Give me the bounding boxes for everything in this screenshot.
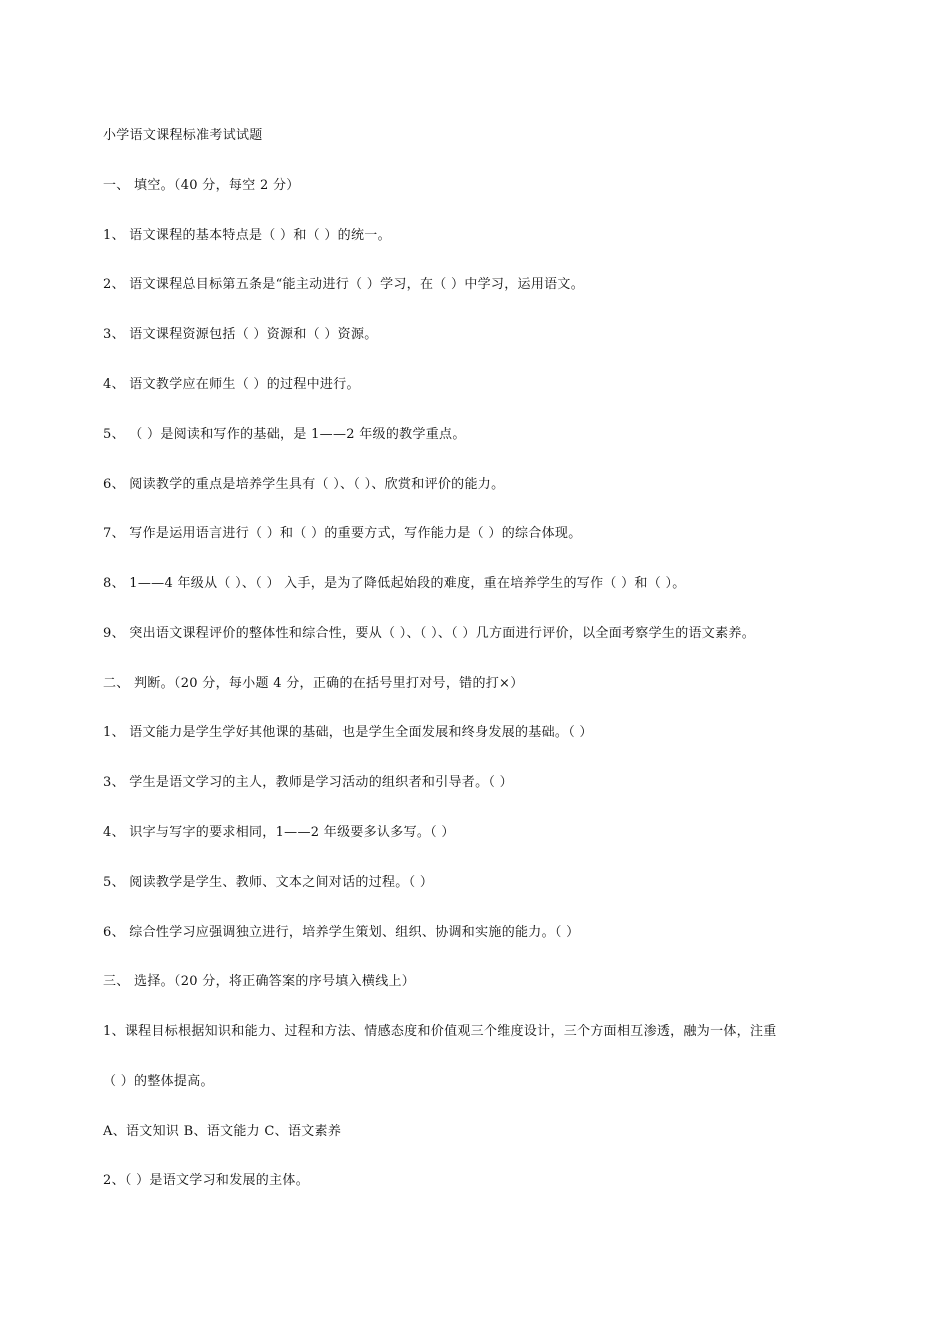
judgment-question-3: 3、 学生是语文学习的主人，教师是学习活动的组织者和引导者。（ ） — [103, 775, 513, 790]
fill-blank-question-1: 1、 语文课程的基本特点是（ ）和（ ）的统一。 — [103, 228, 391, 243]
choice-question-2: 2、（ ）是语文学习和发展的主体。 — [103, 1173, 310, 1188]
fill-blank-question-5: 5、 （ ）是阅读和写作的基础，是 1——2 年级的教学重点。 — [103, 427, 466, 442]
choice-question-1-line-1: 1、课程目标根据知识和能力、过程和方法、情感态度和价值观三个维度设计，三个方面相互渗透，融为一体，注重 — [103, 1024, 777, 1039]
judgment-question-5: 5、 阅读教学是学生、教师、文本之间对话的过程。（ ） — [103, 875, 434, 890]
fill-blank-question-3: 3、 语文课程资源包括（ ）资源和（ ）资源。 — [103, 327, 378, 342]
section-1-heading: 一、 填空。（40 分，每空 2 分） — [103, 178, 300, 193]
fill-blank-question-8: 8、 1——4 年级从（ ）、（ ） 入手，是为了降低起始段的难度，重在培养学生的写作（ ）和（ ）。 — [103, 576, 686, 591]
choice-question-1-line-2: （ ）的整体提高。 — [103, 1074, 214, 1089]
fill-blank-question-2: 2、 语文课程总目标第五条是“能主动进行（ ）学习，在（ ）中学习，运用语文。 — [103, 277, 585, 292]
section-3-heading: 三、 选择。（20 分，将正确答案的序号填入横线上） — [103, 974, 416, 989]
document-title: 小学语文课程标准考试试题 — [103, 128, 263, 143]
judgment-question-1: 1、 语文能力是学生学好其他课的基础，也是学生全面发展和终身发展的基础。（ ） — [103, 725, 593, 740]
section-2-heading: 二、 判断。（20 分，每小题 4 分，正确的在括号里打对号，错的打×） — [103, 676, 524, 691]
judgment-question-4: 4、 识字与写字的要求相同，1——2 年级要多认多写。（ ） — [103, 825, 455, 840]
fill-blank-question-6: 6、 阅读教学的重点是培养学生具有（ ）、（ ）、欣赏和评价的能力。 — [103, 477, 505, 492]
fill-blank-question-4: 4、 语文教学应在师生（ ）的过程中进行。 — [103, 377, 360, 392]
judgment-question-6: 6、 综合性学习应强调独立进行，培养学生策划、组织、协调和实施的能力。（ ） — [103, 925, 580, 940]
fill-blank-question-9: 9、 突出语文课程评价的整体性和综合性，要从（ ）、（ ）、（ ）几方面进行评价，以全面考察学生的语文素养。 — [103, 626, 756, 641]
choice-question-1-options: A、语文知识 B、语文能力 C、语文素养 — [103, 1124, 342, 1139]
fill-blank-question-7: 7、 写作是运用语言进行（ ）和（ ）的重要方式，写作能力是（ ）的综合体现。 — [103, 526, 582, 541]
